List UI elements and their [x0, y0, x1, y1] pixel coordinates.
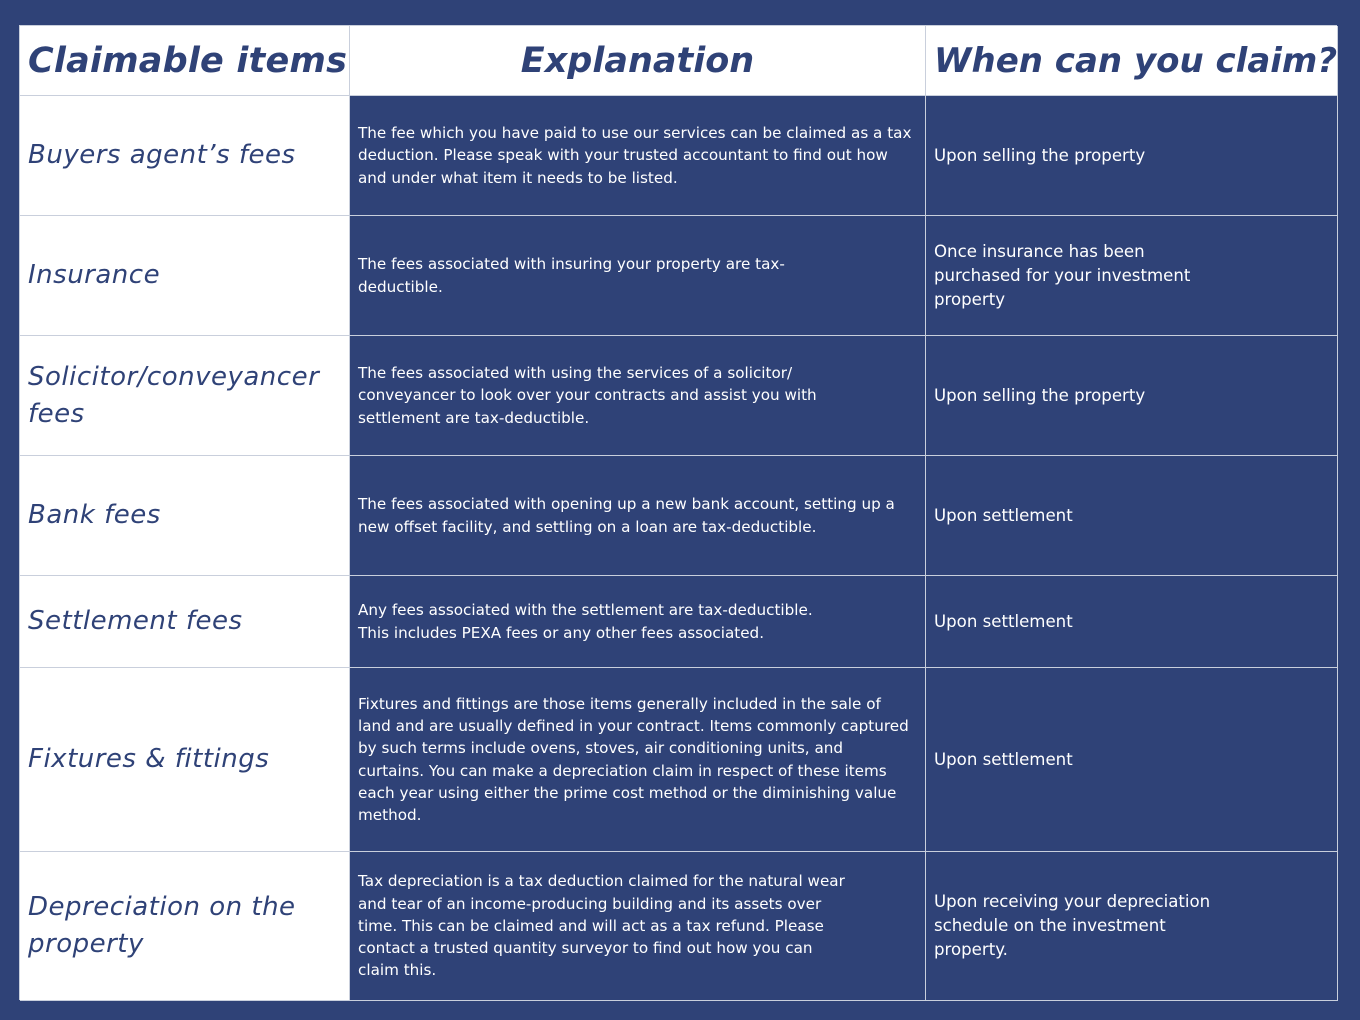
header-when-can-you-claim [926, 26, 1338, 96]
row-2-explanation [350, 216, 926, 336]
row-2-when-text: Once insurance has been purchased for your investment property [934, 241, 1191, 309]
row-5-explanation-text: Any fees associated with the settlement are tax-deductible. This includes PEXA fees or any other fees associated. [358, 601, 813, 642]
row-6-explanation-text: Fixtures and fittings are those items generally included in the sale of land and are usually defined in your contract. Items commonly captured by such terms include ovens, stoves, air conditioning units, and curtains. You can make a depreciation claim in respect of these items each year using either the prime cost method or the diminishing value method. [358, 694, 909, 824]
row-3-when-text: Upon selling the property [934, 385, 1146, 405]
row-5-when [926, 576, 1338, 668]
row-7-explanation [350, 852, 926, 1001]
row-4-item-text: Bank fees [28, 500, 161, 530]
row-7-when [926, 852, 1338, 1001]
row-6-explanation [350, 668, 926, 852]
row-7-item-text: Depreciation on the property [28, 892, 296, 959]
row-4-when [926, 456, 1338, 576]
row-5-explanation [350, 576, 926, 668]
row-5-item-text: Settlement fees [28, 606, 243, 636]
row-2-item-text: Insurance [28, 260, 161, 290]
row-2-item [20, 216, 350, 336]
row-1-item-text: Buyers agent’s fees [28, 140, 296, 170]
row-3-explanation [350, 336, 926, 456]
header-explanation-text: Explanation [520, 40, 755, 81]
row-1-explanation-text: The fee which you have paid to use our services can be claimed as a tax deduction. Please speak with your trusted accountant to find out how and under what item it needs to be listed. [358, 124, 912, 187]
row-5-when-text: Upon settlement [934, 611, 1073, 631]
row-7-when-text: Upon receiving your depreciation schedule on the investment property. [934, 892, 1211, 959]
row-4-explanation-text: The fees associated with opening up a new bank account, setting up a new offset facility, and settling on a loan are tax-deductible. [358, 495, 895, 536]
row-1-when [926, 96, 1338, 216]
header-claimable-items [20, 26, 350, 96]
row-4-item [20, 456, 350, 576]
row-3-item [20, 336, 350, 456]
row-4-when-text: Upon settlement [934, 505, 1073, 525]
row-6-item-text: Fixtures & fittings [28, 744, 270, 774]
row-3-explanation-text: The fees associated with using the services of a solicitor/ conveyancer to look over your contracts and assist you with settlement are tax-deductible. [358, 364, 817, 427]
row-2-when [926, 216, 1338, 336]
row-1-when-text: Upon selling the property [934, 145, 1146, 165]
row-4-explanation [350, 456, 926, 576]
row-6-when-text: Upon settlement [934, 749, 1073, 769]
header-explanation [350, 26, 926, 96]
row-5-item [20, 576, 350, 668]
claimable-items-table [19, 25, 1337, 1000]
row-1-item [20, 96, 350, 216]
row-6-item [20, 668, 350, 852]
row-3-item-text: Solicitor/conveyancer fees [28, 361, 320, 429]
row-1-explanation [350, 96, 926, 216]
row-7-explanation-text: Tax depreciation is a tax deduction claimed for the natural wear and tear of an income-producing building and its assets over time. This can be claimed and will act as a tax refund. Please contact a trusted quantity surveyor to find out how you can claim this. [358, 872, 845, 980]
header-when-text: When can you claim? [934, 40, 1338, 81]
row-2-explanation-text: The fees associated with insuring your property are tax-deductible. [358, 255, 785, 296]
row-7-item [20, 852, 350, 1001]
header-claimable-items-text: Claimable items [28, 40, 348, 81]
row-6-when [926, 668, 1338, 852]
row-3-when [926, 336, 1338, 456]
